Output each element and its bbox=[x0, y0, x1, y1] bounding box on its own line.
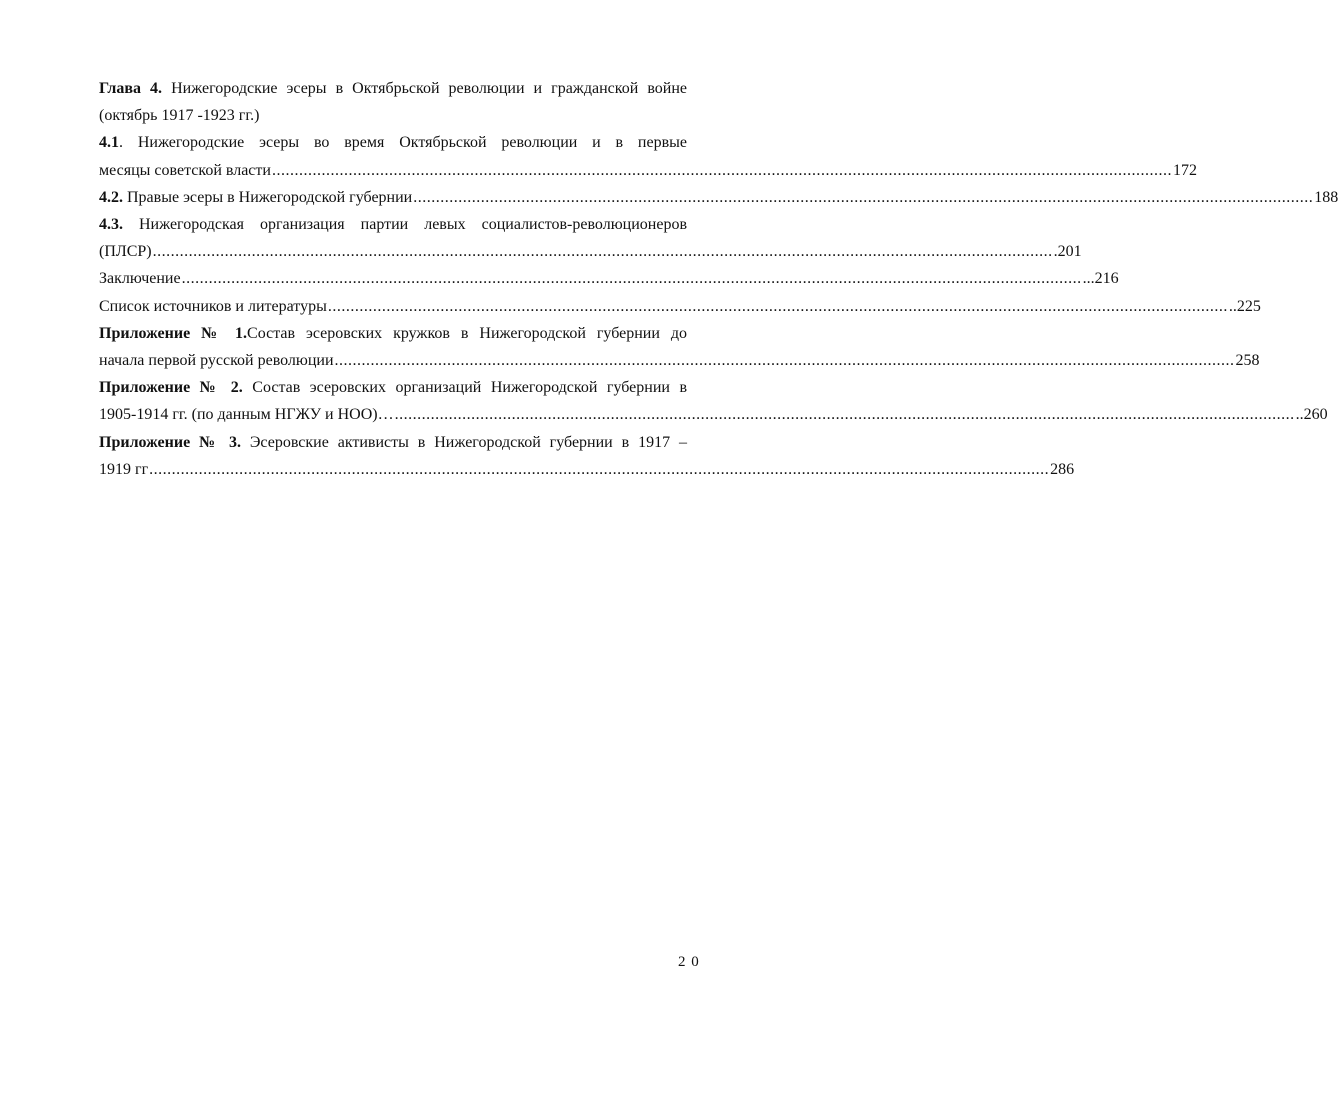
toc-conclusion bbox=[99, 265, 1119, 292]
toc-chapter-4-label: Глава 4. bbox=[99, 80, 163, 97]
toc-sources-title: Список источников и литературы bbox=[99, 297, 327, 315]
toc-appendix-1-title-cont: начала первой русской революции bbox=[99, 352, 334, 370]
toc-appendix-1-title: Состав эсеровских кружков в Нижегородской губернии до bbox=[247, 324, 687, 342]
toc-sources bbox=[99, 293, 1261, 320]
toc-appendix-1-line1 bbox=[99, 320, 687, 347]
toc-section-4-2 bbox=[99, 184, 1338, 211]
toc-appendix-3-title: Эсеровские активисты в Нижегородской губернии в 1917 – bbox=[240, 433, 687, 451]
toc-appendix-3-page: 286 bbox=[1050, 460, 1075, 478]
toc-section-4-3-title: Нижегородская организация партии левых социалистов-революционеров bbox=[123, 216, 687, 234]
toc-chapter-4-line2: (октябрь 1917 -1923 гг.) bbox=[99, 107, 260, 125]
toc-conclusion-title: Заключение bbox=[99, 270, 181, 288]
toc-sources-page: ..225 bbox=[1228, 297, 1261, 315]
dot-leader: ........................................................................................................................................................................................................ bbox=[181, 270, 1082, 288]
toc-appendix-3-line1 bbox=[99, 429, 687, 456]
toc-chapter-4-title: Нижегородские эсеры в Октябрьской революции и гражданской войне bbox=[162, 80, 687, 97]
toc-section-4-2-number: 4.2. bbox=[99, 188, 123, 206]
dot-leader: ........................................................................................................................................................................................................ bbox=[334, 352, 1235, 370]
toc-conclusion-page: ...216 bbox=[1082, 270, 1119, 288]
toc-appendix-2-line2 bbox=[99, 401, 1328, 428]
toc-section-4-3-title-cont: (ПЛСР) bbox=[99, 243, 152, 261]
dot-leader: ........................................................................................................................................................................................................ bbox=[394, 406, 1295, 424]
toc-appendix-3-line2 bbox=[99, 456, 1075, 483]
toc-section-4-1-line1 bbox=[99, 129, 687, 156]
toc-chapter-4-line1 bbox=[99, 75, 687, 102]
dot-leader: ........................................................................................................................................................................................................ bbox=[152, 243, 1053, 261]
toc-section-4-1-number: 4.1 bbox=[99, 134, 119, 152]
toc-section-4-1-page: 172 bbox=[1172, 161, 1197, 179]
toc-section-4-2-title: Правые эсеры в Нижегородской губернии bbox=[123, 188, 413, 206]
toc-section-4-3-line1 bbox=[99, 211, 687, 238]
toc-section-4-1-line2 bbox=[99, 157, 1197, 184]
dot-leader: ........................................................................................................................................................................................................ bbox=[327, 297, 1228, 315]
toc-appendix-2-title: Состав эсеровских организаций Нижегородской губернии в bbox=[242, 379, 688, 397]
table-of-contents bbox=[99, 75, 1338, 483]
toc-appendix-3-label: Приложение № 3. bbox=[99, 433, 241, 451]
toc-appendix-2-title-cont: 1905-1914 гг. (по данным НГЖУ и НОО)… bbox=[99, 406, 394, 424]
dot-leader: ........................................................................................................................................................................................................ bbox=[149, 460, 1050, 478]
toc-appendix-2-label: Приложение № 2. bbox=[99, 379, 243, 397]
toc-appendix-1-label: Приложение № 1. bbox=[99, 324, 248, 342]
toc-section-4-1-title-cont: месяцы советской власти bbox=[99, 161, 271, 179]
toc-section-4-3-line2 bbox=[99, 238, 1082, 265]
toc-section-4-2-page: 188 bbox=[1314, 188, 1338, 206]
toc-appendix-2-line1 bbox=[99, 374, 687, 401]
toc-section-4-1-title: . Нижегородские эсеры во время Октябрьской революции и в первые bbox=[119, 134, 687, 152]
toc-section-4-3-number: 4.3. bbox=[99, 216, 123, 234]
toc-appendix-2-page: ..260 bbox=[1295, 406, 1328, 424]
toc-appendix-3-title-cont: 1919 гг bbox=[99, 460, 149, 478]
toc-appendix-1-page: 258 bbox=[1235, 352, 1260, 370]
toc-appendix-1-line2 bbox=[99, 347, 1260, 374]
dot-leader: ........................................................................................................................................................................................................ bbox=[413, 188, 1314, 206]
toc-section-4-3-page: .201 bbox=[1053, 243, 1082, 261]
page-number: 2 0 bbox=[678, 954, 700, 970]
dot-leader: ........................................................................................................................................................................................................ bbox=[271, 161, 1172, 179]
